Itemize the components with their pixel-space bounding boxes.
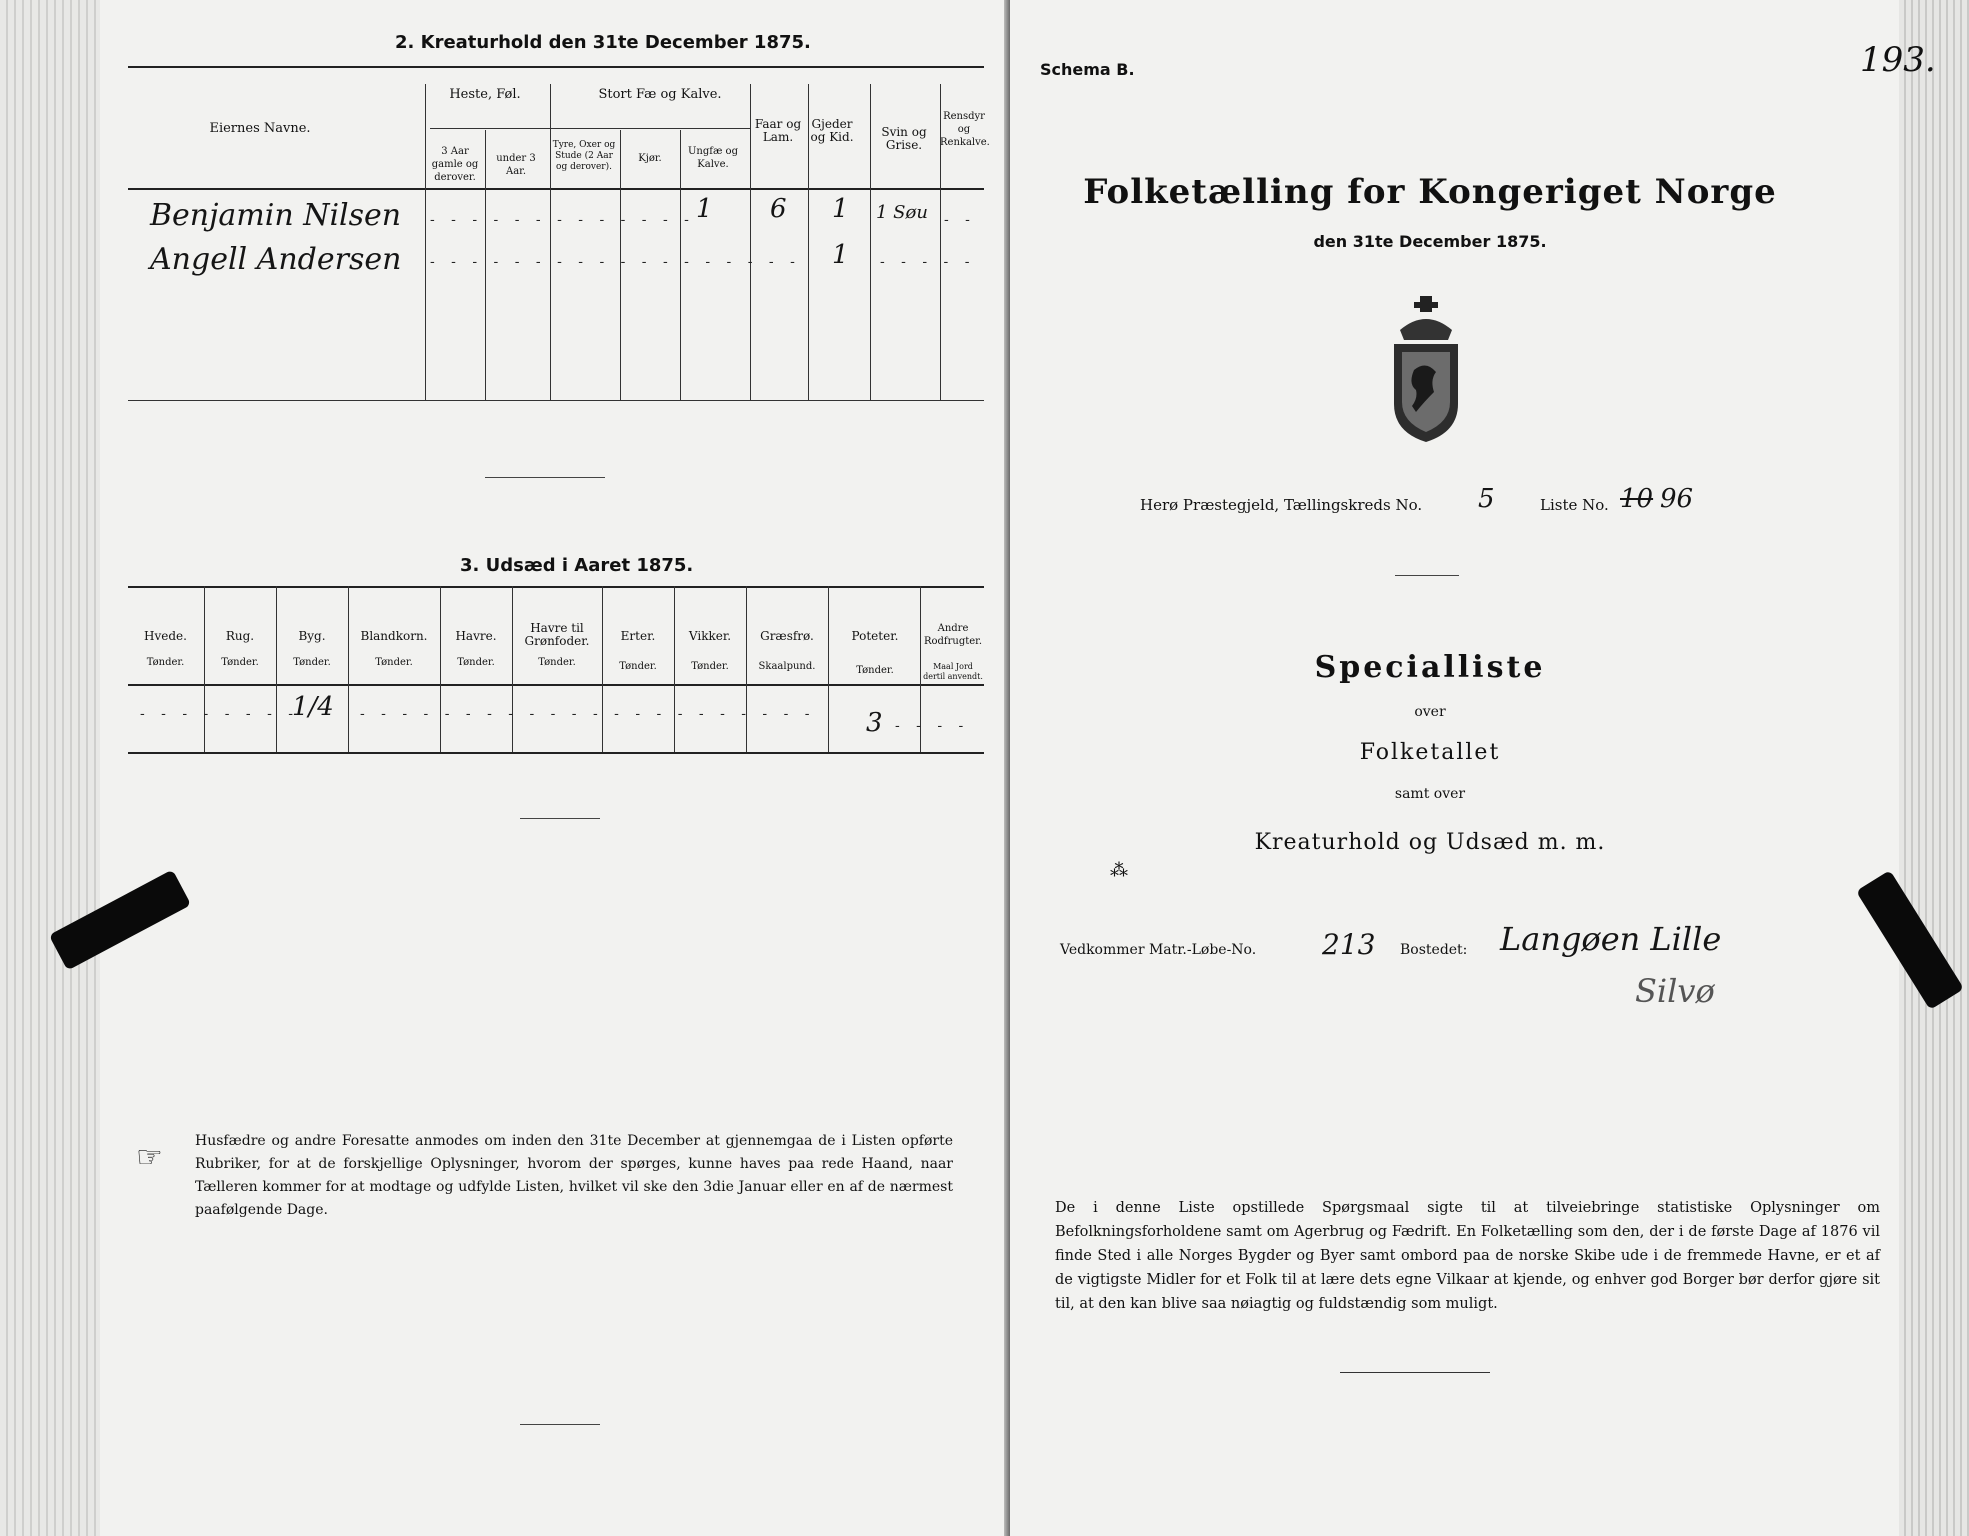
col-horses-header: Heste, Føl. xyxy=(449,87,521,102)
householder-notice: Husfædre og andre Foresatte anmodes om inden den 31te December at gjennemgaa de i Listen opførte Rubriker, for at de forskjellige Oplysninger, hvorom der spørges, kunne haves paa rede Haand, naar Tælleren kommer for at modtage og udfylde Listen, hvilket vil ske den 3die Januar eller en af de nærmest paafølgende Dage. xyxy=(195,1133,953,1218)
district-label: Herø Præstegjeld, Tællingskreds No. xyxy=(1140,496,1423,514)
unit-erter: Tønder. xyxy=(619,661,657,672)
liste-number-struck: 10 xyxy=(1620,484,1654,514)
section2-title: 2. Kreaturhold den 31te December 1875. xyxy=(395,32,811,53)
col-erter: Erter. xyxy=(620,629,656,643)
col-horses-sub2: under 3 Aar. xyxy=(496,153,536,177)
owner-name-1: Benjamin Nilsen xyxy=(150,198,402,233)
samt-over-label: samt over xyxy=(1394,786,1466,802)
col-poteter: Poteter. xyxy=(851,629,899,643)
unit-rug: Tønder. xyxy=(221,657,259,668)
col-cattle-sub1: Tyre, Oxer og Stude (2 Aar og derover). xyxy=(552,140,616,172)
col-cattle-header: Stort Fæ og Kalve. xyxy=(598,87,722,102)
col-byg: Byg. xyxy=(298,629,326,643)
col-horses-sub1: 3 Aar gamle og derover. xyxy=(431,146,479,183)
district-number: 5 xyxy=(1478,484,1495,514)
row1-pigs: 1 Søu xyxy=(876,202,928,223)
bosted-label: Bostedet: xyxy=(1400,942,1468,958)
section3-title: 3. Udsæd i Aaret 1875. xyxy=(460,555,694,576)
main-title: Folketælling for Kongeriget Norge xyxy=(1083,172,1777,212)
page-edge-stack-right xyxy=(1899,0,1969,1536)
col-blandkorn: Blandkorn. xyxy=(360,629,428,643)
col-pigs-header: Svin og Grise. xyxy=(881,125,927,152)
matr-label: Vedkommer Matr.-Løbe-No. xyxy=(1060,942,1257,958)
unit-blandkorn: Tønder. xyxy=(375,657,413,668)
bosted-value-2: Silvø xyxy=(1635,972,1715,1010)
folketallet-heading: Folketallet xyxy=(1359,740,1501,765)
page-number: 193. xyxy=(1860,40,1936,80)
value-poteter: 3 xyxy=(866,708,883,738)
unit-graesfro: Skaalpund. xyxy=(758,661,816,672)
right-page xyxy=(1010,0,1969,1536)
col-cattle-sub2: Kjør. xyxy=(638,153,662,164)
matr-number: 213 xyxy=(1322,928,1376,961)
unit-hvede: Tønder. xyxy=(146,657,185,668)
col-cattle-sub3: Ungfæ og Kalve. xyxy=(688,146,738,170)
census-date: den 31te December 1875. xyxy=(1313,232,1547,251)
coat-of-arms-icon xyxy=(1380,292,1472,444)
over-label-1: over xyxy=(1414,704,1446,720)
purpose-paragraph: De i denne Liste opstillede Spørgsmaal sigte til at tilveiebringe statistiske Oplysninger om Befolkningsforholdene samt om Agerbrug og Fædrift. En Folketælling som den, der i de første Dage af 1876 vil finde Sted i alle Norges Bygder og Byer samt ombord paa de norske Skibe ude i de fremmede Havne, er et af de vigtigste Midler for et Folk til at lære dets egne Vilkaar at kjende, og enhver god Borger bør derfor gjøre sit til, at den kan blive saa nøiagtig og fuldstændig som muligt. xyxy=(1055,1200,1880,1312)
left-page: 2. Kreaturhold den 31te December 1875. Eiernes Navne. Heste, Føl. 3 Aar gamle og derover. under 3 Aar. Stort Fæ og Kalve. Tyre, Oxer og Stude (2 Aar og derover). Kjør. Ungfæ og Kalve. Faar og Lam. Gjeder og Kid. Svin og Grise. Rensdyr og Renkalve. Benjamin Nilsen - - - - - - - - - - - - - 1 6 1 1 Søu - - Angell Andersen - - - - - - - - - - - - - - - - - - 1 - - - - - 3. Udsæd i Aaret 1875. Hvede. Rug. Byg. Blandkorn. Havre. Havre til Grønfoder. Erter. Vikker. Græsfrø. Poteter. Andre Rodfrugter. Tønder. Tønder. Tønder. Tønder. Tønder. Tønder. Tønder. Tønder. Skaalpund. Tønder. Maal Jord dertil anvendt. - - - - - - - - 1/4 - - - - - - - - - - - - - - - - - - - - - - 3 - - - - ☞ Husfædre og andre Foresatte anmodes om inden den 31te December at gjennemgaa de i Listen opførte Rubriker, for at de forskjellige Oplysninger, hvorom der spørges, kunne haves paa rede Haand, naar Tælleren kommer for at modtage og udfylde Listen, hvilket vil ske den 3die Januar eller en af de nærmest paafølgende Dage. xyxy=(0,0,1010,1536)
col-havre-gronfoder: Havre til Grønfoder. xyxy=(524,621,590,648)
pointing-hand-icon: ☞ xyxy=(136,1140,163,1175)
unit-byg: Tønder. xyxy=(293,657,331,668)
col-vikker: Vikker. xyxy=(688,629,732,643)
unit-vikker: Tønder. xyxy=(691,661,729,672)
page-edge-stack xyxy=(0,0,100,1536)
col-sheep-header: Faar og Lam. xyxy=(754,117,802,144)
unit-havre-gronfoder: Tønder. xyxy=(538,657,576,668)
row1-young-cattle: 1 xyxy=(696,194,713,224)
unit-andre: Maal Jord dertil anvendt. xyxy=(923,662,983,681)
unit-poteter: Tønder. xyxy=(856,665,894,676)
specialliste-heading: Specialliste xyxy=(1314,650,1546,685)
col-hvede: Hvede. xyxy=(144,629,187,643)
col-reindeer-header: Rensdyr og Renkalve. xyxy=(940,111,990,148)
row1-goats: 1 xyxy=(832,194,849,224)
col-havre: Havre. xyxy=(455,629,497,643)
liste-label: Liste No. xyxy=(1540,496,1609,514)
value-byg: 1/4 xyxy=(292,692,334,722)
col-andre: Andre Rodfrugter. xyxy=(923,623,983,647)
col-owner-header: Eiernes Navne. xyxy=(209,121,311,136)
row1-sheep: 6 xyxy=(770,194,787,224)
col-graesfro: Græsfrø. xyxy=(760,629,814,643)
col-goats-header: Gjeder og Kid. xyxy=(810,117,854,144)
col-rug: Rug. xyxy=(225,629,255,643)
bosted-value: Langøen Lille xyxy=(1500,920,1722,958)
owner-name-2: Angell Andersen xyxy=(150,242,402,277)
liste-number: 96 xyxy=(1660,484,1694,514)
row2-goats: 1 xyxy=(832,240,849,270)
schema-label: Schema B. xyxy=(1040,60,1135,79)
kreaturhold-heading: Kreaturhold og Udsæd m. m. xyxy=(1254,830,1606,855)
ornament-mark-icon: ⁂ xyxy=(1110,860,1128,881)
unit-havre: Tønder. xyxy=(457,657,495,668)
